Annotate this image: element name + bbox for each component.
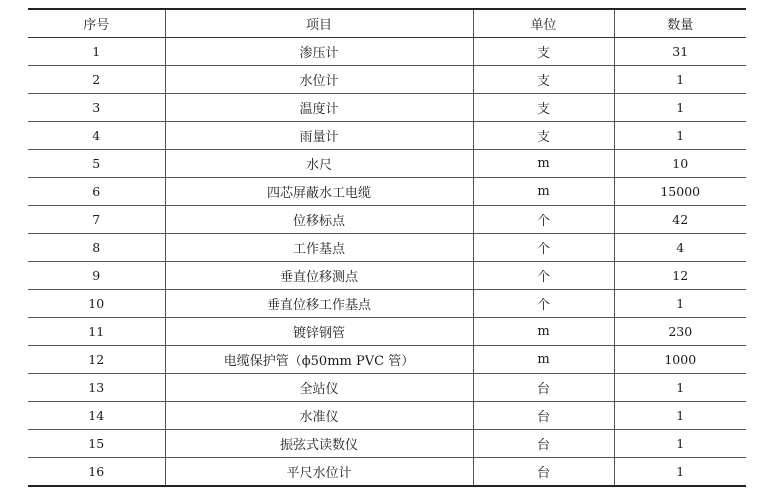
cell-unit: m [473, 346, 614, 374]
table-header [28, 9, 746, 38]
cell-index: 3 [28, 94, 165, 122]
cell-item: 水位计 [165, 66, 473, 94]
cell-index: 11 [28, 318, 165, 346]
cell-unit: 支 [473, 94, 614, 122]
cell-quantity: 1000 [614, 346, 746, 374]
cell-quantity: 1 [614, 122, 746, 150]
cell-quantity: 1 [614, 94, 746, 122]
cell-index: 6 [28, 178, 165, 206]
cell-quantity: 15000 [614, 178, 746, 206]
equipment-table [28, 8, 746, 487]
cell-unit: m [473, 318, 614, 346]
cell-index: 7 [28, 206, 165, 234]
cell-quantity: 1 [614, 430, 746, 458]
cell-item: 雨量计 [165, 122, 473, 150]
cell-index: 15 [28, 430, 165, 458]
cell-item: 渗压计 [165, 38, 473, 66]
cell-index: 14 [28, 402, 165, 430]
cell-item: 四芯屏蔽水工电缆 [165, 178, 473, 206]
cell-item: 振弦式读数仪 [165, 430, 473, 458]
cell-item: 水准仪 [165, 402, 473, 430]
cell-unit: 支 [473, 38, 614, 66]
cell-quantity: 1 [614, 374, 746, 402]
cell-unit: m [473, 178, 614, 206]
cell-index: 8 [28, 234, 165, 262]
table-row [28, 178, 746, 206]
cell-unit: m [473, 150, 614, 178]
cell-quantity: 1 [614, 66, 746, 94]
cell-index: 5 [28, 150, 165, 178]
table-row [28, 262, 746, 290]
cell-unit: 个 [473, 206, 614, 234]
header-quantity: 数量 [614, 9, 746, 38]
cell-unit: 支 [473, 122, 614, 150]
cell-quantity: 1 [614, 402, 746, 430]
table-row [28, 346, 746, 374]
cell-quantity: 1 [614, 458, 746, 487]
cell-unit: 台 [473, 402, 614, 430]
cell-index: 4 [28, 122, 165, 150]
table-row [28, 290, 746, 318]
table-row [28, 402, 746, 430]
table-row [28, 66, 746, 94]
cell-item: 全站仪 [165, 374, 473, 402]
table-row [28, 206, 746, 234]
cell-item: 镀锌钢管 [165, 318, 473, 346]
cell-unit: 个 [473, 262, 614, 290]
cell-item: 温度计 [165, 94, 473, 122]
cell-quantity: 31 [614, 38, 746, 66]
header-index: 序号 [28, 9, 165, 38]
cell-item: 平尺水位计 [165, 458, 473, 487]
header-row [28, 9, 746, 38]
cell-item: 位移标点 [165, 206, 473, 234]
cell-unit: 台 [473, 458, 614, 487]
cell-index: 13 [28, 374, 165, 402]
table-row [28, 234, 746, 262]
cell-quantity: 10 [614, 150, 746, 178]
table-row [28, 122, 746, 150]
cell-item: 水尺 [165, 150, 473, 178]
cell-quantity: 42 [614, 206, 746, 234]
cell-quantity: 230 [614, 318, 746, 346]
cell-index: 9 [28, 262, 165, 290]
table-row [28, 150, 746, 178]
cell-quantity: 4 [614, 234, 746, 262]
table-row [28, 430, 746, 458]
cell-item: 工作基点 [165, 234, 473, 262]
cell-index: 2 [28, 66, 165, 94]
table-body [28, 38, 746, 487]
cell-unit: 个 [473, 290, 614, 318]
cell-unit: 个 [473, 234, 614, 262]
cell-quantity: 1 [614, 290, 746, 318]
header-item: 项目 [165, 9, 473, 38]
cell-index: 10 [28, 290, 165, 318]
table-row [28, 38, 746, 66]
table-row [28, 94, 746, 122]
cell-item: 电缆保护管（ϕ50mm PVC 管） [165, 346, 473, 374]
cell-unit: 支 [473, 66, 614, 94]
cell-quantity: 12 [614, 262, 746, 290]
cell-index: 16 [28, 458, 165, 487]
table-row [28, 374, 746, 402]
table-row [28, 318, 746, 346]
cell-unit: 台 [473, 374, 614, 402]
cell-index: 12 [28, 346, 165, 374]
cell-item: 垂直位移测点 [165, 262, 473, 290]
table-row [28, 458, 746, 487]
cell-index: 1 [28, 38, 165, 66]
cell-unit: 台 [473, 430, 614, 458]
header-unit: 单位 [473, 9, 614, 38]
cell-item: 垂直位移工作基点 [165, 290, 473, 318]
